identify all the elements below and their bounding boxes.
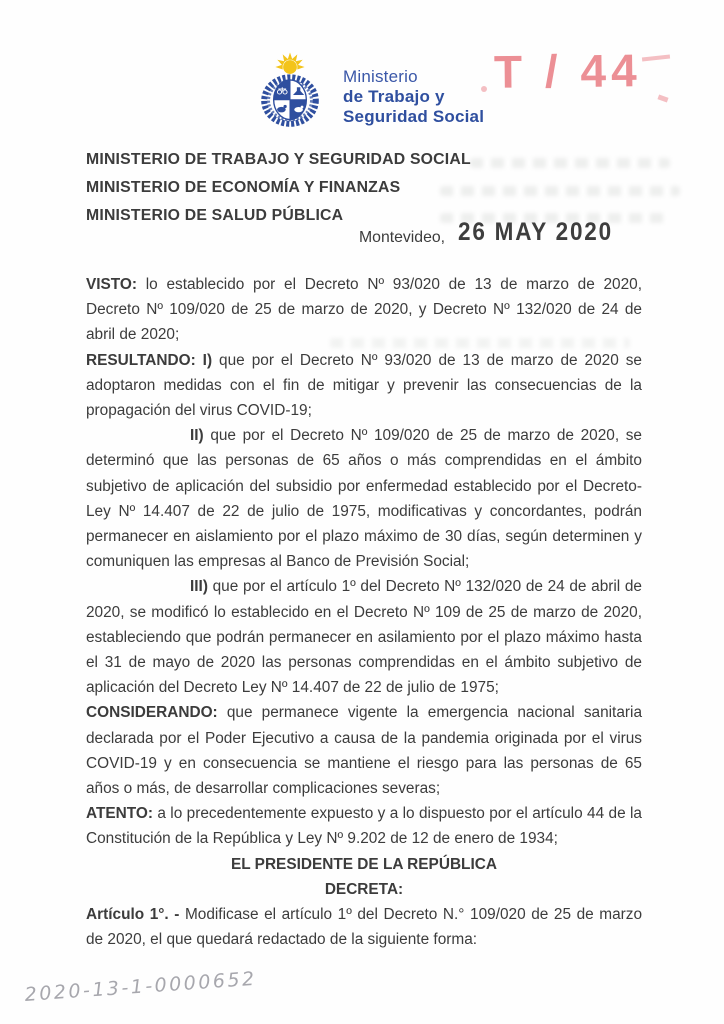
logo-line-3: Seguridad Social bbox=[343, 107, 485, 126]
paragraph-lead: CONSIDERANDO: bbox=[86, 704, 218, 722]
paragraph-text: que por el artículo 1º del Decreto Nº 132/020 de 24 de abril de 2020, se modificó lo establecido en el Decreto Nº 109 de 25 de marzo de 2020, estableciendo que podrán permanecer en asilamiento por el plazo máximo hasta el 31 de mayo de 2020 las personas comprendidas en el ámbito subjetivo de aplicación del Decreto Ley Nº 14.407 de 22 de julio de 1975; bbox=[86, 578, 642, 697]
paragraph-lead: Artículo 1°. - bbox=[86, 906, 180, 924]
paragraph-text: lo establecido por el Decreto Nº 93/020 de 13 de marzo de 2020, Decreto Nº 109/020 de 25 de marzo de 2020, y Decreto Nº 132/020 de 24 de abril de 2020; bbox=[86, 276, 642, 344]
stamp-smudge bbox=[481, 86, 487, 92]
ministries-heading bbox=[86, 146, 471, 230]
ministry-logo-wordmark bbox=[343, 67, 484, 127]
paragraph-lead: RESULTANDO: I) bbox=[86, 351, 213, 369]
heading-decreta: DECRETA: bbox=[324, 880, 404, 898]
stamp-smudge bbox=[642, 55, 670, 62]
ministry-line-1: MINISTERIO DE TRABAJO Y SEGURIDAD SOCIAL bbox=[86, 151, 471, 168]
paragraph-text: Modificase el artículo 1º del Decreto N.° 109/020 de 25 de marzo de 2020, el que quedará redactado de la siguiente forma: bbox=[86, 906, 643, 949]
place-label: Montevideo, bbox=[359, 229, 446, 246]
paragraph-atento bbox=[86, 801, 642, 851]
paragraph-lead: II) bbox=[190, 427, 204, 445]
paragraph-text: que por el Decreto Nº 109/020 de 25 de marzo de 2020, se determinó que las personas de 65 años o más comprendidas en el ámbito subjetivo de aplicación del subsidio por enfermedad establecido por el Decreto-Ley Nº 14.407 de 22 de julio de 1975, modificativas y concordantes, podrán permanecer en aislamiento por el plazo máximo de 30 días, según determinen y comuniquen las empresas al Banco de Previsión Social; bbox=[86, 427, 642, 571]
ministry-line-2: MINISTERIO DE ECONOMÍA Y FINANZAS bbox=[86, 179, 401, 196]
ink-bleedthrough bbox=[440, 186, 680, 196]
decree-body bbox=[86, 272, 642, 952]
paragraph-considerando bbox=[86, 700, 642, 801]
shield-icon bbox=[274, 80, 307, 120]
logo-line-1: Ministerio bbox=[343, 67, 418, 86]
ministry-line-3: MINISTERIO DE SALUD PÚBLICA bbox=[86, 207, 344, 224]
logo-line-2: de Trabajo y bbox=[343, 87, 445, 106]
paragraph-text: que permanece vigente la emergencia nacional sanitaria declarada por el Poder Ejecutivo a causa de la pandemia originada por el virus COVID-19 y en consecuencia se mantiene el riesgo para las personas de 65 años o más, de desarrollar complicaciones severas; bbox=[86, 704, 642, 798]
paragraph-resultando-ii bbox=[86, 423, 642, 574]
file-number-stamp: T / 44 bbox=[493, 44, 642, 98]
paragraph-resultando bbox=[86, 348, 642, 424]
ink-bleedthrough bbox=[470, 158, 670, 168]
date-stamp: 26 MAY 2020 bbox=[458, 218, 613, 246]
paragraph-text: a lo precedentemente expuesto y a lo dispuesto por el artículo 44 de la Constitución de la República y Ley Nº 9.202 de 12 de enero de 1934; bbox=[86, 805, 642, 848]
paragraph-lead: VISTO: bbox=[86, 276, 138, 293]
sun-icon bbox=[275, 52, 304, 74]
paragraph-lead: ATENTO: bbox=[86, 805, 153, 823]
paragraph-text: que por el Decreto Nº 93/020 de 13 de marzo de 2020 se adoptaron medidas con el fin de mitigar y prevenir las consecuencias de la propagación del virus COVID-19; bbox=[86, 351, 642, 420]
paragraph-resultando-iii bbox=[86, 574, 642, 700]
paragraph-visto bbox=[86, 272, 642, 348]
heading-president: EL PRESIDENTE DE LA REPÚBLICA bbox=[231, 855, 497, 873]
uruguay-coat-of-arms-logo bbox=[247, 50, 333, 134]
stamp-smudge bbox=[657, 94, 668, 102]
handwritten-file-reference: 2020-13-1-0000652 bbox=[24, 967, 258, 1006]
paragraph-lead: III) bbox=[190, 578, 208, 596]
paragraph-articulo-1 bbox=[86, 902, 642, 952]
